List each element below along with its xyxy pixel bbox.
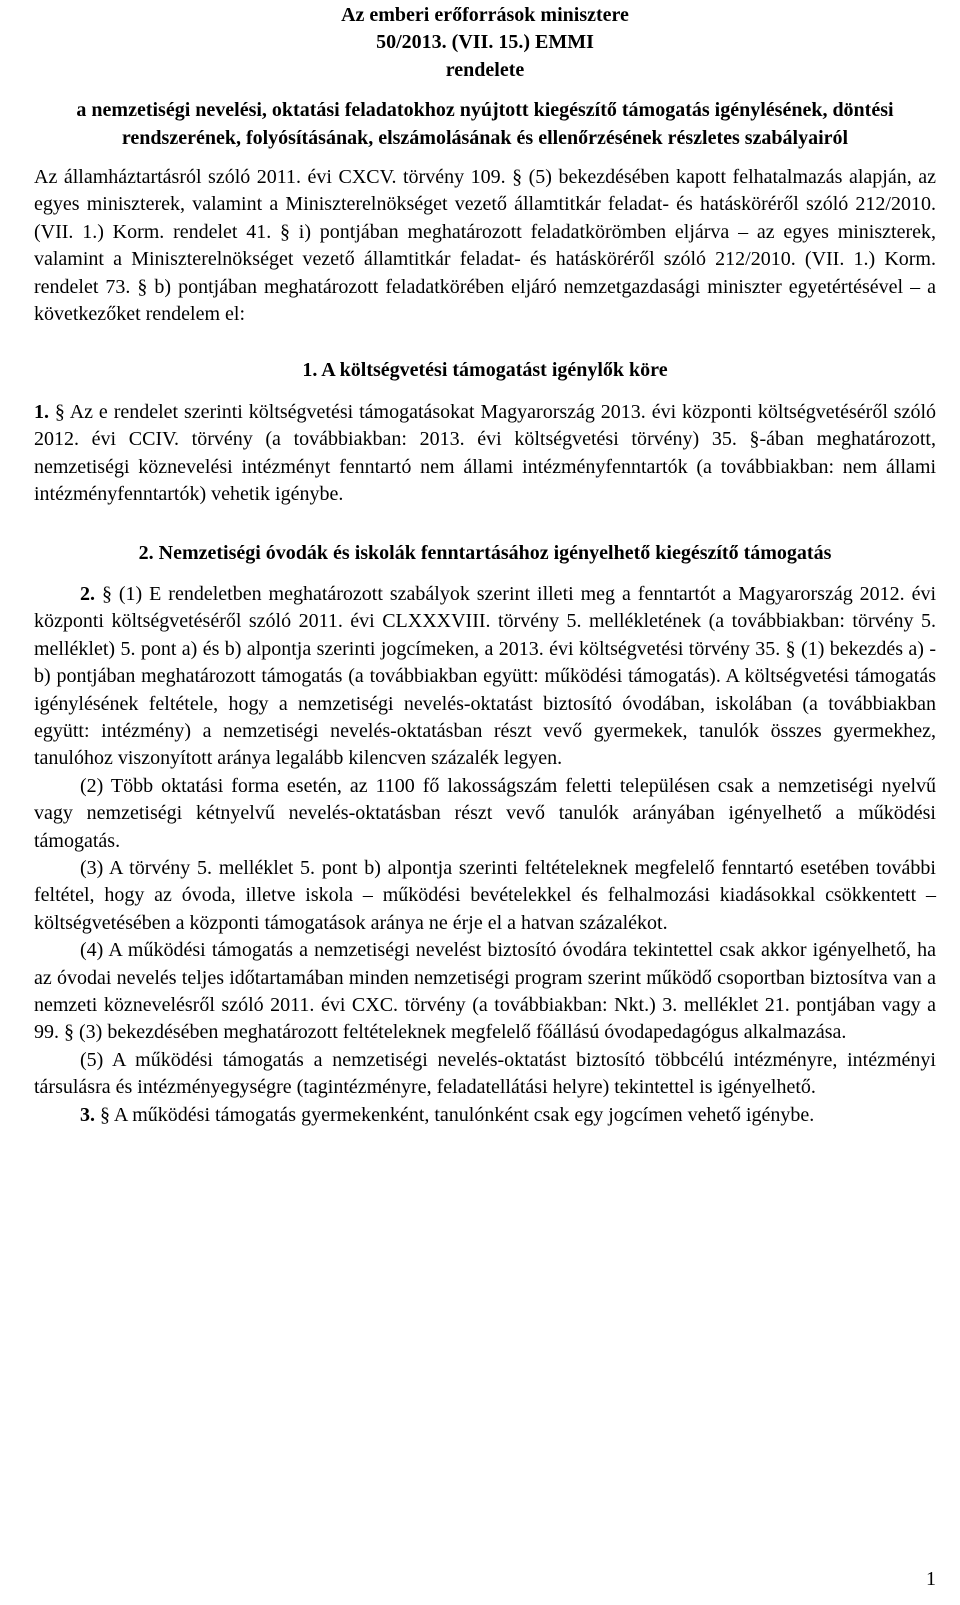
issuer: Az emberi erőforrások minisztere: [341, 4, 629, 26]
decree-title: a nemzetiségi nevelési, oktatási feladatokhoz nyújtott kiegészítő támogatás igénylésének, döntési rendszerének, folyósításának, elszámolásának és ellenőrzésének részletes szabályairól: [76, 99, 894, 149]
section-3: [34, 1102, 936, 1129]
section-2-paragraph-2: (2) Több oktatási forma esetén, az 1100 fő lakosságszám feletti településen csak a nemzetiségi nyelvű vagy nemzetiségi kétnyelvű nevelés-oktatásban részt vevő tanulók arányában igényelhető a működési támogatás.: [34, 774, 936, 852]
section-2-paragraph-5: (5) A működési támogatás a nemzetiségi nevelés-oktatást biztosító többcélú intézményre, intézményi társulásra és intézményegységre (tagintézményre, feladatellátási helyre) tekintettel is igényelhető.: [34, 1048, 936, 1099]
chapter-2-heading: 2. Nemzetiségi óvodák és iskolák fenntartásához igényelhető kiegészítő támogatás: [138, 541, 832, 564]
section-1-number: 1.: [34, 400, 49, 423]
section-1-text: § Az e rendelet szerinti költségvetési támogatásokat Magyarország 2013. évi központi költségvetéséről szóló 2012. évi CCIV. törvény (a továbbiakban: 2013. évi költségvetési törvény) 35. §-ában meghatározott, nemzetiségi köznevelési intézményt fenntartó nem állami intézményfenntartók (a továbbiakban: nem állami intézményfenntartók) vehetik igénybe.: [34, 400, 936, 506]
section-2-number: 2.: [80, 582, 95, 605]
decree-type: rendelete: [445, 58, 525, 81]
decree-number: 50/2013. (VII. 15.) EMMI: [376, 31, 594, 54]
section-3-number: 3.: [80, 1103, 95, 1126]
section-2-paragraph-3: (3) A törvény 5. melléklet 5. pont b) alpontja szerinti feltételeknek megfelelő fenntartó esetében további feltétel, hogy az óvoda, illetve iskola – működési bevételekkel és felhalmozási kiadásokkal csökkentett – költségvetésében a központi támogatások aránya ne érje el a hatvan százalékot.: [34, 856, 936, 934]
document-page: [34, 0, 936, 1129]
section-1: [34, 399, 936, 509]
page-number: 1: [926, 1568, 936, 1590]
chapter-1-heading: 1. A költségvetési támogatást igénylők köre: [302, 359, 668, 382]
section-2-paragraph-4: (4) A működési támogatás a nemzetiségi nevelést biztosító óvodára tekintettel csak akkor igényelhető, ha az óvodai nevelés teljes időtartamában minden nemzetiségi program szerint működő csoportban biztosítva van a nemzeti köznevelésről szóló 2011. évi CXC. törvény (a továbbiakban: Nkt.) 3. melléklet 21. pontjában vagy a 99. § (3) bekezdésében meghatározott feltételeknek megfelelő főállású óvodapedagógus alkalmazása.: [34, 939, 936, 1044]
section-3-text: § A működési támogatás gyermekenként, tanulónként csak egy jogcímen vehető igénybe.: [100, 1103, 815, 1126]
section-2-p1-text: § (1) E rendeletben meghatározott szabályok szerint illeti meg a fenntartót a Magyarország 2012. évi központi költségvetéséről szóló 2011. évi CLXXXVIII. törvény 5. mellékletének (a továbbiakban: törvény 5. melléklet) 5. pont a) és b) alpontja szerinti jogcímeken, a 2013. évi költségvetési törvény 35. § (1) bekezdés a) - b) pontjában meghatározott támogatás (a továbbiakban együtt: működési támogatás). A költségvetési támogatás igénylésének feltétele, hogy a nemzetiségi nevelés-oktatást biztosító óvodában, iskolában (a továbbiakban együtt: intézmény) a nemzetiségi nevelés-oktatásban részt vevő gyermekek, tanulók összes gyermekhez, tanulóhoz viszonyított aránya legalább kilencven százalék legyen.: [34, 582, 937, 770]
preamble: Az államháztartásról szóló 2011. évi CXCV. törvény 109. § (5) bekezdésében kapott felhatalmazás alapján, az egyes miniszterek, valamint a Miniszterelnökséget vezető államtitkár feladat- és hatásköréről szóló 212/2010. (VII. 1.) Korm. rendelet 41. § i) pontjában meghatározott feladatkörömben eljárva – az egyes miniszterek, valamint a Miniszterelnökséget vezető államtitkár feladat- és hatásköréről szóló 212/2010. (VII. 1.) Korm. rendelet 73. § b) pontjában meghatározott feladatkörében eljáró nemzetgazdasági miniszter egyetértésével – a következőket rendelem el:: [34, 166, 936, 326]
section-2-paragraph-1: [34, 581, 936, 773]
